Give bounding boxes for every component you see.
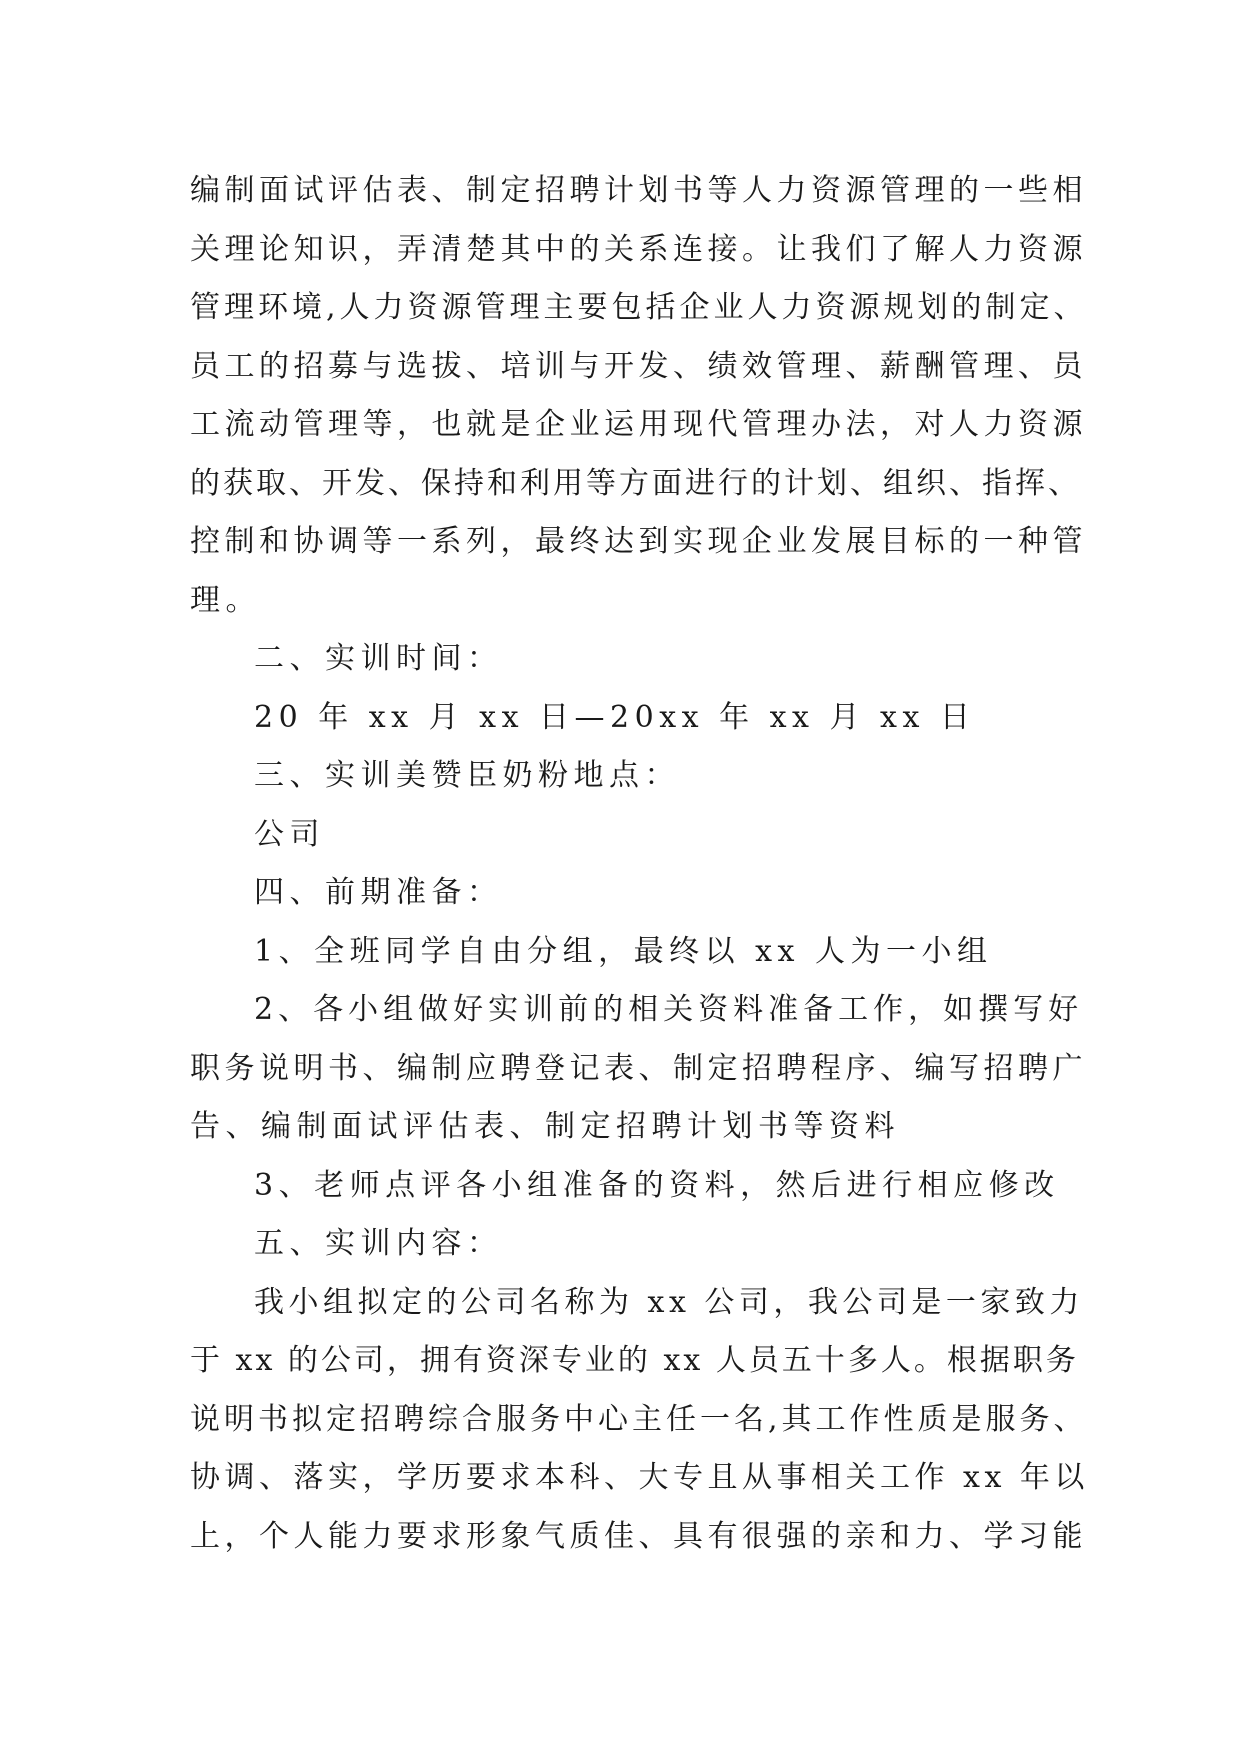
section-heading-content: 五、实训内容：	[254, 1226, 503, 1261]
body-line: 控制和协调等一系列，最终达到实现企业发展目标的一种管	[190, 524, 1087, 559]
body-line: 职务说明书、编制应聘登记表、制定招聘程序、编写招聘广	[190, 1050, 1087, 1086]
list-item: 1、全班同学自由分组，最终以 xx 人为一小组	[254, 933, 993, 969]
body-line: 管理环境,人力资源管理主要包括企业人力资源规划的制定、	[190, 290, 1088, 325]
document-body	[190, 162, 1090, 1566]
section-heading-time: 二、实训时间：	[254, 641, 503, 676]
body-line: 我小组拟定的公司名称为 xx 公司，我公司是一家致力	[254, 1284, 1084, 1320]
body-line: 员工的招募与选拔、培训与开发、绩效管理、薪酬管理、员	[190, 348, 1087, 384]
body-line: 工流动管理等，也就是企业运用现代管理办法，对人力资源	[190, 407, 1087, 442]
body-line: 上，个人能力要求形象气质佳、具有很强的亲和力、学习能	[190, 1518, 1087, 1554]
body-line: 协调、落实，学历要求本科、大专且从事相关工作 xx 年以	[190, 1460, 1089, 1495]
training-location: 公司	[254, 816, 325, 852]
list-item: 3、老师点评各小组准备的资料，然后进行相应修改	[254, 1167, 1060, 1203]
section-heading-location: 三、实训美赞臣奶粉地点：	[254, 758, 680, 793]
body-line: 告、编制面试评估表、制定招聘计划书等资料	[190, 1109, 900, 1144]
body-line: 关理论知识，弄清楚其中的关系连接。让我们了解人力资源	[190, 231, 1087, 267]
training-date-range: 20 年 xx 月 xx 日—20xx 年 xx 月 xx 日	[254, 699, 976, 735]
body-line: 的获取、开发、保持和利用等方面进行的计划、组织、指挥、	[190, 465, 1081, 501]
section-heading-preparation: 四、前期准备：	[254, 875, 503, 910]
body-line: 理。	[190, 582, 261, 618]
body-line: 编制面试评估表、制定招聘计划书等人力资源管理的一些相	[190, 173, 1087, 208]
body-line: 说明书拟定招聘综合服务中心主任一名,其工作性质是服务、	[190, 1401, 1088, 1437]
body-line: 于 xx 的公司，拥有资深专业的 xx 人员五十多人。根据职务	[190, 1343, 1079, 1378]
list-item: 2、各小组做好实训前的相关资料准备工作，如撰写好	[254, 992, 1084, 1027]
